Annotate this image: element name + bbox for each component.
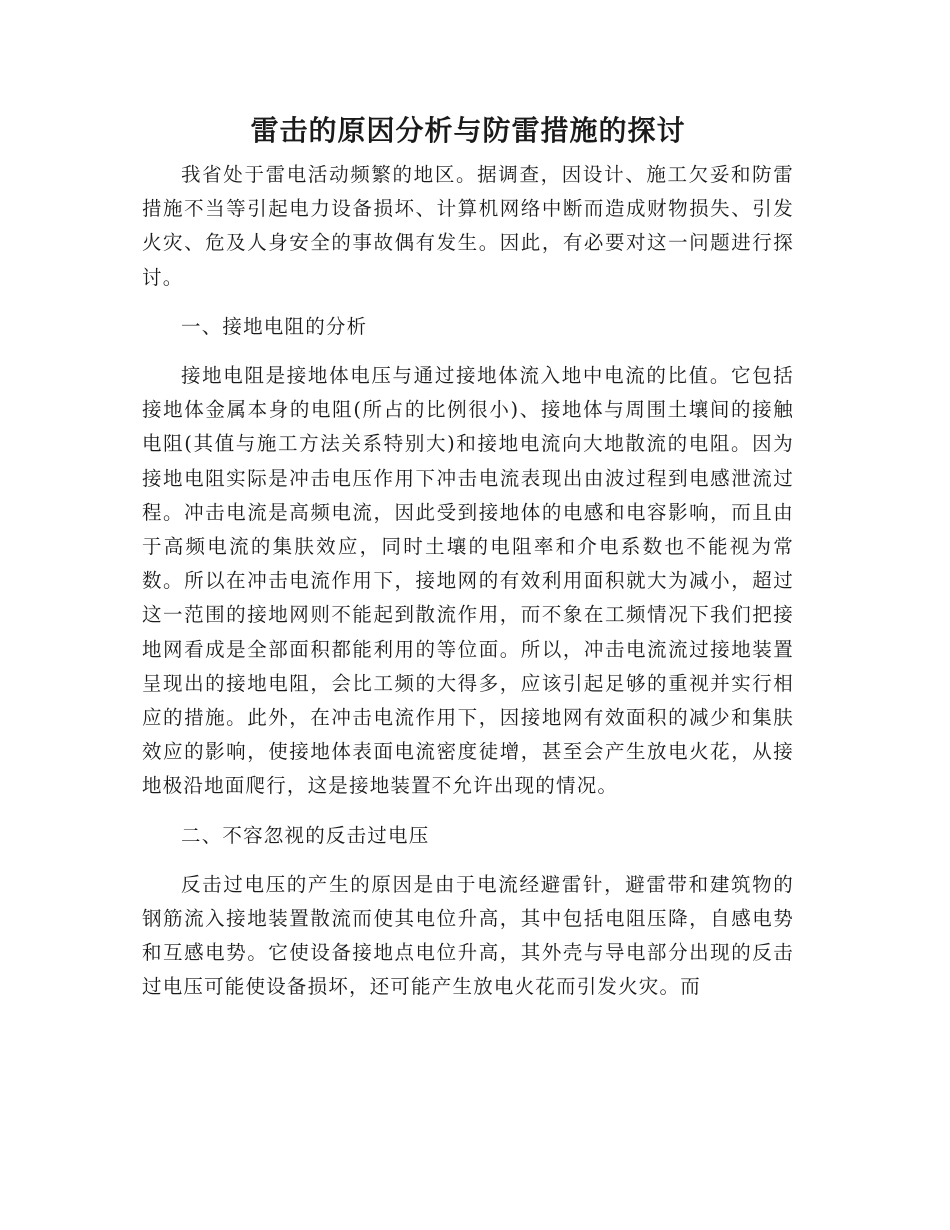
document-page bbox=[142, 108, 794, 1020]
section-2-paragraph: 反击过电压的产生的原因是由于电流经避雷针，避雷带和建筑物的钢筋流入接地装置散流而使其电位升高，其中包括电阻压降，自感电势和互感电势。它使设备接地点电位升高，其外壳与导电部分出现的反击过电压可能使设备损坏，还可能产生放电火花而引发火灾。而 bbox=[142, 872, 794, 999]
intro-paragraph: 我省处于雷电活动频繁的地区。据调查，因设计、施工欠妥和防雷措施不当等引起电力设备损坏、计算机网络中断而造成财物损失、引发火灾、危及人身安全的事故偶有发生。因此，有必要对这一问题进行探讨。 bbox=[142, 163, 794, 289]
document-title: 雷击的原因分析与防雷措施的探讨 bbox=[250, 114, 686, 147]
section-1-paragraph: 接地电阻是接地体电压与通过接地体流入地中电流的比值。它包括接地体金属本身的电阻(所占的比例很小)、接地体与周围土壤间的接触电阻(其值与施工方法关系特别大)和接地电流向大地散流的电阻。因为接地电阻实际是冲击电压作用下冲击电流表现出由波过程到电感泄流过程。冲击电流是高频电流，因此受到接地体的电感和电容影响，而且由于高频电流的集肤效应，同时土壤的电阻率和介电系数也不能视为常数。所以在冲击电流作用下，接地网的有效利用面积就大为减小，超过这一范围的接地网则不能起到散流作用，而不象在工频情况下我们把接地网看成是全部面积都能利用的等位面。所以，冲击电流流过接地装置呈现出的接地电阻，会比工频的大得多，应该引起足够的重视并实行相应的措施。此外，在冲击电流作用下，因接地网有效面积的减少和集肤效应的影响，使接地体表面电流密度徒增，甚至会产生放电火花，从接地极沿地面爬行，这是接地装置不允许出现的情况。 bbox=[142, 364, 794, 798]
section-2-heading: 二、不容忽视的反击过电压 bbox=[181, 823, 430, 847]
section-1-heading: 一、接地电阻的分析 bbox=[181, 314, 368, 338]
